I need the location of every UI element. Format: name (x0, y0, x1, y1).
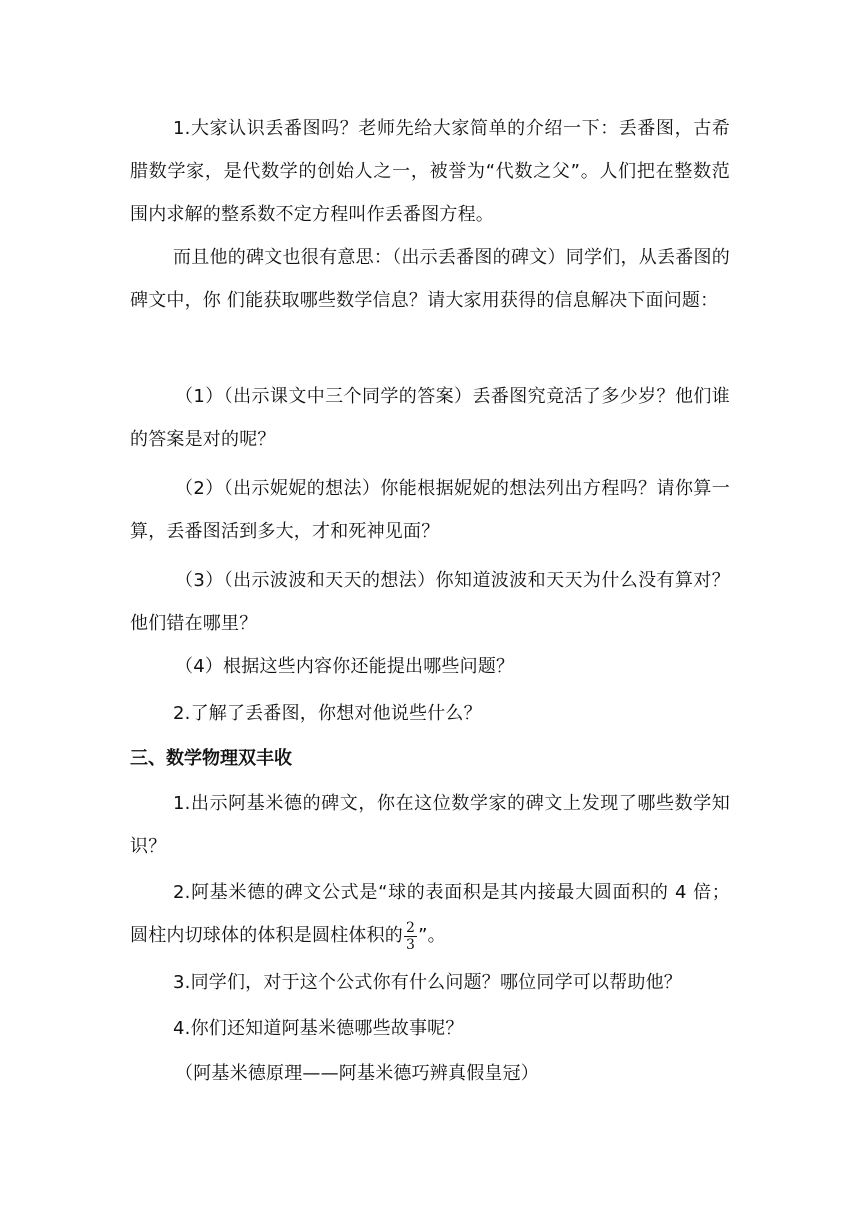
fraction-denominator: 3 (406, 936, 416, 953)
question-3: （3）（出示波波和天天的想法）你知道波波和天天为什么没有算对？他们错在哪里？ (130, 570, 730, 634)
paragraph-archimedes-epitaph: 1.出示阿基米德的碑文，你在这位数学家的碑文上发现了哪些数学知识？ (130, 793, 730, 857)
paragraph-reflection: 2.了解了丢番图，你想对他说些什么？ (173, 703, 482, 724)
paragraph-epitaph: 而且他的碑文也很有意思：（出示丢番图的碑文）同学们，从丢番图的碑文中，你 们能获取哪些数学信息？请大家用获得的信息解决下面问题： (130, 247, 730, 311)
paragraph-question-formula: 3.同学们，对于这个公式你有什么问题？哪位同学可以帮助他？ (173, 972, 682, 993)
formula-closing: ”。 (418, 925, 446, 946)
fraction-numerator: 2 (406, 919, 416, 936)
question-4: （4）根据这些内容你还能提出哪些问题？ (175, 656, 515, 677)
formula-text: 2.阿基米德的碑文公式是“球的表面积是其内接最大圆面积的 4 倍；圆柱内切球体的体积是圆柱体积的 (130, 882, 730, 946)
question-1: （1）（出示课文中三个同学的答案）丢番图究竟活了多少岁？他们谁的答案是对的呢？ (130, 386, 730, 450)
section-heading-3: 三、数学物理双丰收 (130, 748, 292, 769)
paragraph-archimedes-principle: （阿基米德原理——阿基米德巧辨真假皇冠） (175, 1063, 539, 1084)
paragraph-stories: 4.你们还知道阿基米德哪些故事呢？ (173, 1018, 464, 1039)
paragraph-diophantus-intro: 1.大家认识丢番图吗？老师先给大家简单的介绍一下：丢番图，古希腊数学家，是代数学的创始人之一，被誉为“代数之父”。人们把在整数范围内求解的整系数不定方程叫作丢番图方程。 (130, 118, 730, 225)
question-2: （2）（出示妮妮的想法）你能根据妮妮的想法列出方程吗？请你算一算，丢番图活到多大，才和死神见面？ (130, 478, 730, 542)
fraction-two-thirds (404, 920, 417, 953)
paragraph-formula (130, 871, 730, 957)
